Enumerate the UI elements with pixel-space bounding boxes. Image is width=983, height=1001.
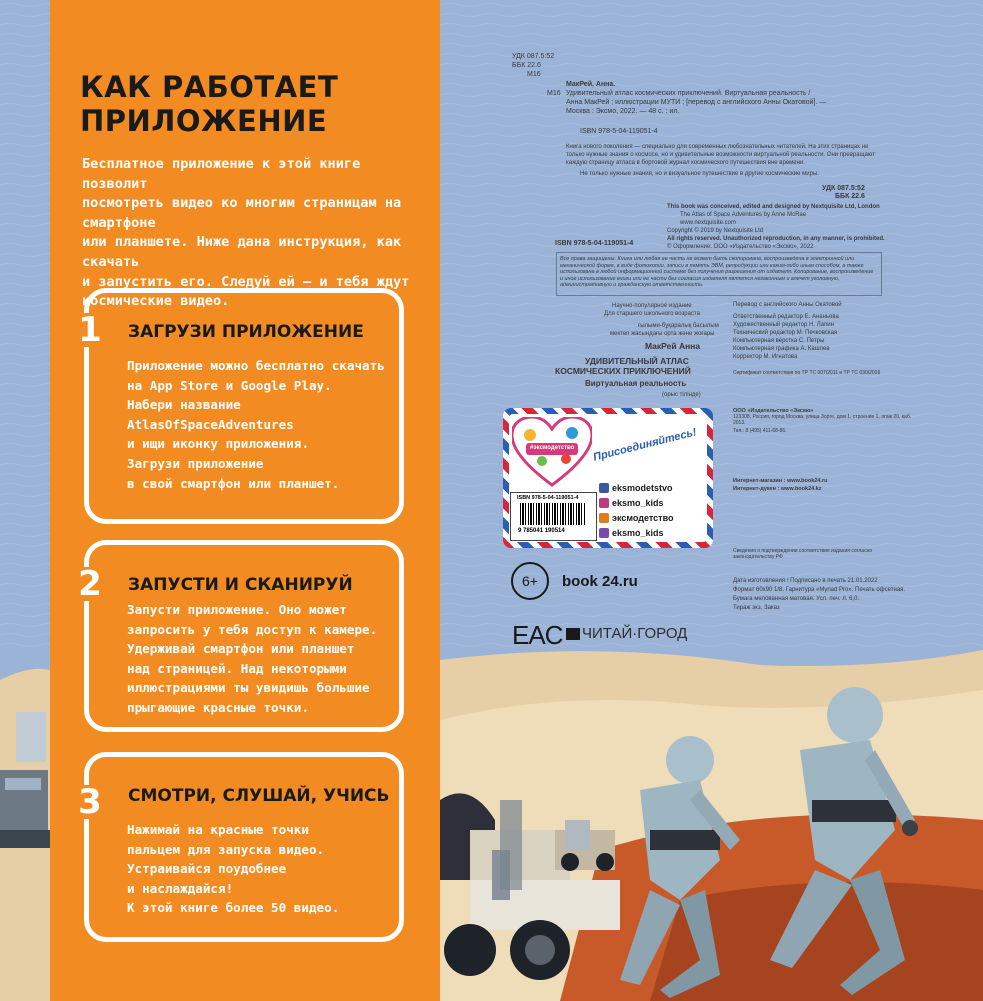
english-credit-6: © Оформление. ООО «Издательство «Эксмо», 2022 [667,244,814,250]
eac-mark: EAC [512,620,563,650]
social-viber: eksmo_kids [612,528,664,538]
step-line: в свой смартфон или планшет. [127,475,340,491]
staff-5: Компьютерная графика А. Кашлев [733,346,830,352]
barcode-isbn: ISBN 978-5-04-119051-4 [517,495,579,501]
english-credit-4: Copyright © 2019 by Nextquisite Ltd [667,228,764,234]
publisher: ООО «Издательство «Эксмо» [733,408,814,414]
step-line: Загрузи приложение [127,455,264,471]
publisher-address: 123308, Россия, город Москва, улица Зорге, дом 1, строение 1, этаж 20, каб. 2013. [733,414,912,426]
step-2-number: 2 [75,567,105,601]
step-line: Удерживай смартфон или планшет [127,641,355,657]
staff-2: Художественный редактор Н. Лапин [733,322,834,328]
certificate-note: Сведения о подтверждении соответствия издания согласно законодательству РФ [733,548,873,560]
catalog-code-2: М16 [547,90,561,97]
title-line-1: КАК РАБОТАЕТ [80,70,339,104]
series-note: (орыс тілінде) [662,392,701,398]
social-vk: eksmodetstvo [612,483,673,493]
bbk-code-2: ББК 22.6 [835,193,865,200]
imprint-title-line: Удивительный атлас космических приключений. Виртуальная реальность / [566,90,811,97]
paper-info: Бумага мелованная матовая. Усл. печ. л. 6,0. [733,596,860,602]
book24-logo: book 24.ru [562,573,638,590]
imprint-author: МакРей, Анна. [566,81,616,88]
udk-code-2: УДК 087.5:52 [822,185,865,192]
imprint-isbn-2: ISBN 978-5-04-119051-4 [555,240,634,247]
translator: Перевод с английского Анны Окатовой [733,302,842,308]
imprint-annotation-2: Не только нужные знания, но и визуальное путешествие в другие космические миры. [580,171,819,177]
publisher-phone: Тел.: 8 (495) 411-68-86. [733,428,787,434]
staff-4: Компьютерная верстка С. Петры [733,338,825,344]
step-line: Устраивайся поудобнее [127,861,287,877]
step-1-number: 1 [75,313,105,347]
imprint-annotation: Книга нового поколения — специально для современных любознательных читателей. На этих страницах не только нужные знания о космосе, но и удивительные возможности виртуальной реальности. Они превращают каждую страницу атласа в бортовой журнал космического путешествия вне времени. [566,144,875,166]
udk-code: УДК 087.5:52 [512,53,555,60]
title-line-2: ПРИЛОЖЕНИЕ [80,104,328,138]
intro-line: или планшете. Ниже дана инструкция, как скачать [82,234,402,270]
barcode-number: 9 785041 190514 [518,528,565,534]
translit-1: ғылыми-бұқаралық басылым [638,323,719,329]
step-3-text [127,820,409,918]
intro-line: посмотреть видео ко многим страницам на смартфоне [82,195,402,231]
step-line: Запусти приложение. Оно может [127,602,347,617]
step-line: Набери название AtlasOfSpaceAdventures [127,397,294,432]
imprint-title-line-3: Москва : Эксмо, 2022. — 48 с. : ил. [566,108,680,115]
intro-line: космические видео. [82,293,230,310]
book-title-2: КОСМИЧЕСКИХ ПРИКЛЮЧЕНИЙ [555,366,691,376]
intro-line: Бесплатное приложение к этой книге позволит [82,156,361,192]
social-ok: эксмодетство [612,513,674,523]
staff-1: Ответственный редактор Е. Ананьева [733,314,839,320]
english-credit-3: www.nextquisite.com [680,220,737,226]
step-line: и наслаждайся! [127,880,234,896]
rights-text: Все права защищены. Книга или любая ее часть не может быть скопирована, воспроизведена в электронной или механической форме, в виде фотокопии, записи в память ЭВМ, репродукции или каким-либо иным способом, а также использована в любой информационной системе без получения разрешения от издателя. Копирование, воспроизведение и иное использование книги или ее части без согласия издателя является незаконным и влечет уголовную, административную и гражданскую ответственность. [560,256,874,289]
step-line: прыгающие красные точки. [127,699,309,715]
step-2-text [127,600,409,718]
barcode [520,503,586,525]
manufacture-date: Дата изготовления / Подписано в печать 21.01.2022 [733,578,878,584]
step-3-number: 3 [75,785,105,819]
step-line: над страницей. Над некоторыми [127,660,347,676]
english-credit-5: All rights reserved. Unauthorized reproduction, in any manner, is prohibited. [667,236,885,242]
genre-2: Для старшего школьного возраста [604,311,700,317]
step-3-title: СМОТРИ, СЛУШАЙ, УЧИСЬ [128,786,390,806]
heart-label: #эксмодетство [530,445,575,451]
book-title-3: Виртуальная реальность [585,379,687,388]
imprint-isbn: ISBN 978-5-04-119051-4 [580,128,658,135]
social-instagram: eksmo_kids [612,498,664,508]
genre-1: Научно-популярное издание [612,303,692,309]
catalog-code: М16 [527,71,541,78]
english-credit-2: The Atlas of Space Adventures by Anne McRae [680,212,807,218]
step-line: и ищи иконку приложения. [127,436,309,452]
english-credit-1: This book was conceived, edited and designed by Nextquisite Ltd, London [667,204,880,210]
ok-icon [599,513,609,523]
step-1-title: ЗАГРУЗИ ПРИЛОЖЕНИЕ [128,322,364,342]
instagram-icon [599,498,609,508]
book-title-1: УДИВИТЕЛЬНЫЙ АТЛАС [585,356,689,366]
step-line: запросить у тебя доступ к камере. [127,621,378,637]
step-1-text [127,356,409,493]
chitai-gorod-icon [566,628,580,640]
intro-line: и запустить его. Следуй ей — и тебя ждут [82,273,410,290]
staff-6: Корректор М. Игнатова [733,354,798,360]
bbk-code: ББК 22.6 [512,62,541,69]
staff-3: Технический редактор М. Печковская [733,330,838,336]
vk-icon [599,483,609,493]
translit-2: мектеп жасындағы орта және жоғары [610,331,715,337]
step-line: иллюстрациями ты увидишь большие [127,680,370,696]
book-format: Формат 60х90 1/8. Гарнитура «Myriad Pro». Печать офсетная. [733,587,906,593]
chitai-gorod-logo: ЧИТАЙ·ГОРОД [582,625,688,642]
author-name: МакРей Анна [645,341,701,351]
step-line: на App Store и Google Play. [127,377,332,393]
step-line: К этой книге более 50 видео. [127,900,340,916]
step-2-title: ЗАПУСТИ И СКАНИРУЙ [128,575,353,595]
step-line: Нажимай на красные точки [127,822,309,837]
join-us-title: Присоединяйтесь! [592,426,698,464]
step-line: Приложение можно бесплатно скачать [127,358,385,373]
imprint-title-line-2: Анна МакРей ; иллюстрации МУТИ ; [перевод с английского Анны Окатовой]. — [566,99,827,106]
print-run: Тираж экз. Заказ [733,605,780,611]
age-rating-badge: 6+ [511,562,549,600]
page-title [80,70,420,138]
certificate: Сертификат соответствия по ТР ТС 007/2011 и ТР ТС 030/2016 [733,370,881,376]
step-line: пальцем для запуска видео. [127,841,325,857]
viber-icon [599,528,609,538]
internet-shop-kz: Интернет-дүкен : www.book24.kz [733,486,822,492]
internet-shop: Интернет-магазин : www.book24.ru [733,478,828,484]
